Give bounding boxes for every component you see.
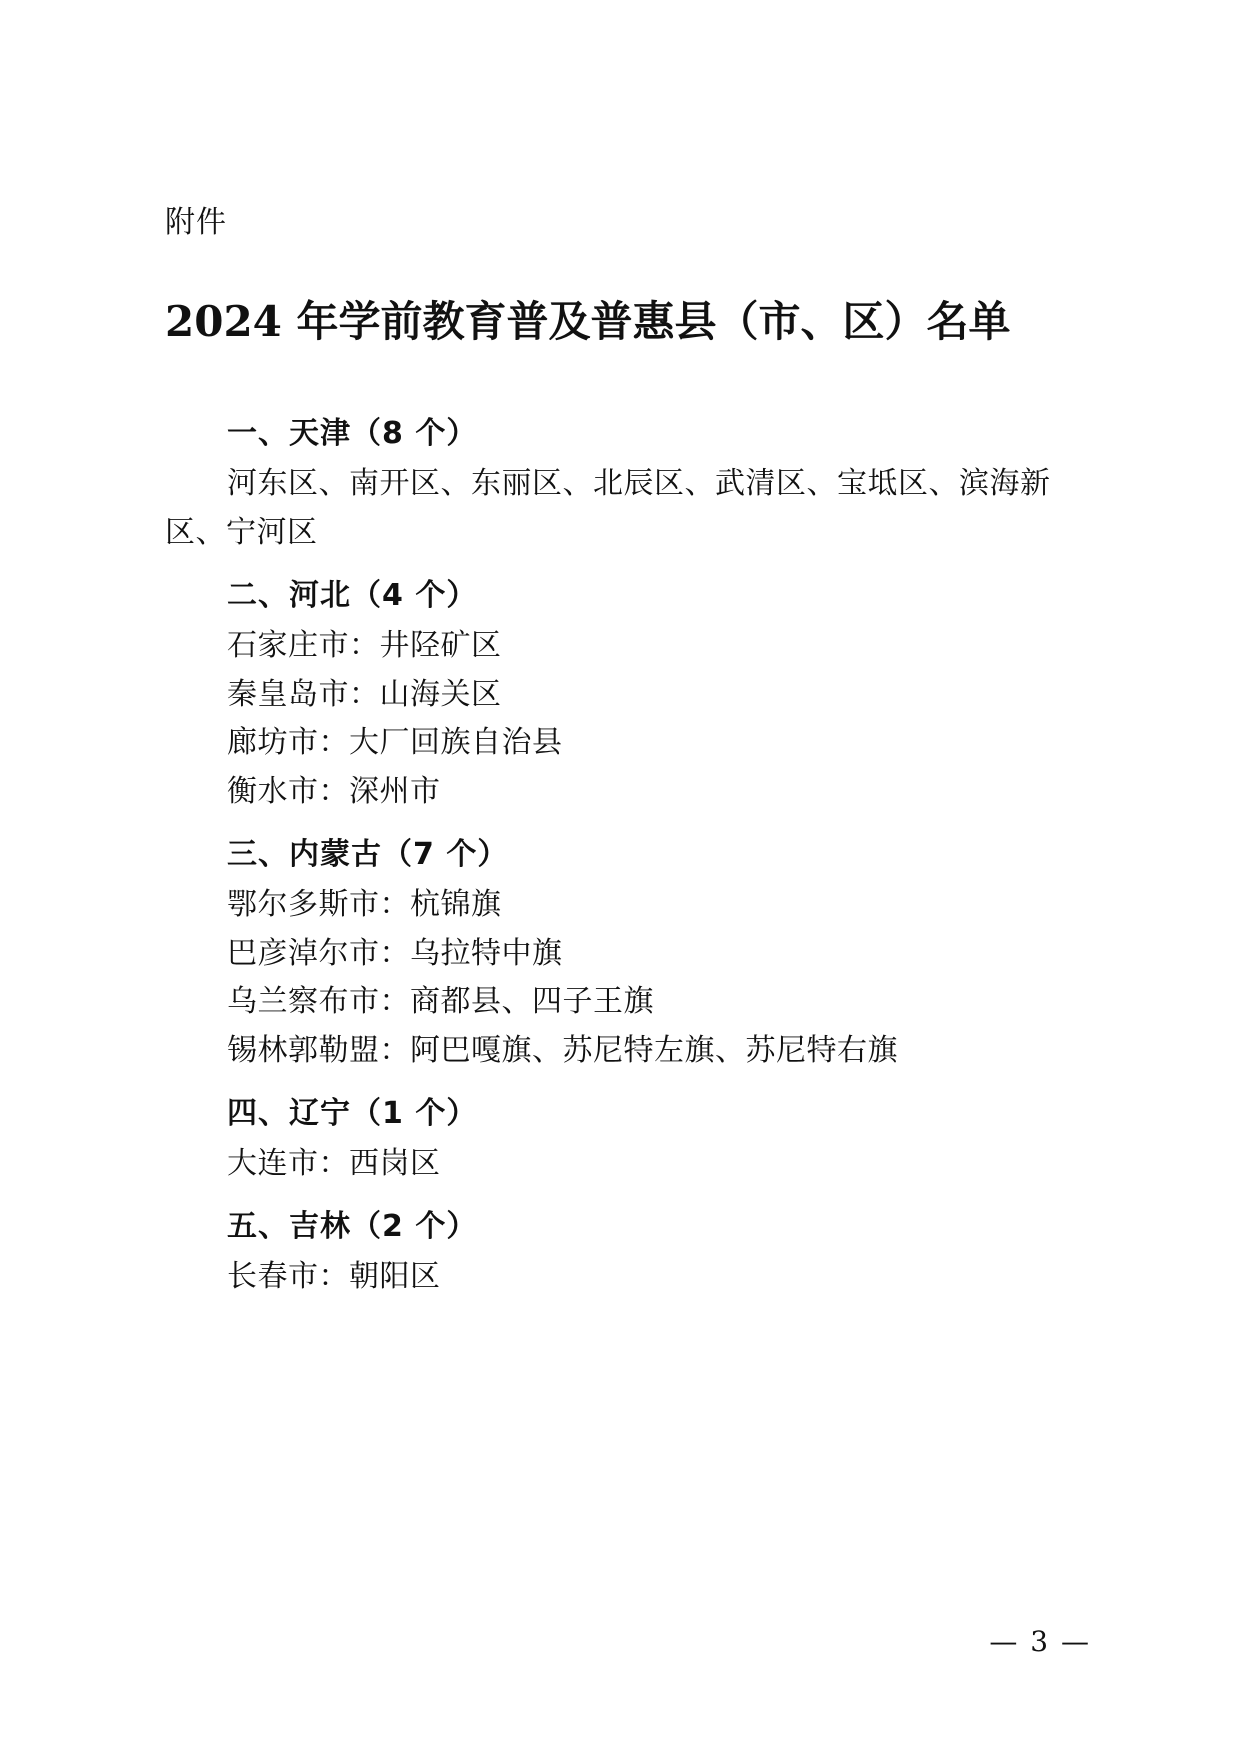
section-heading: 四、辽宁（1 个） xyxy=(227,1095,478,1131)
section-paragraph: 河东区、南开区、东丽区、北辰区、武清区、宝坻区、滨海新区、宁河区 xyxy=(165,466,1051,550)
list-item: 乌兰察布市：商都县、四子王旗 xyxy=(227,984,654,1020)
list-item: 大连市：西岗区 xyxy=(227,1146,441,1182)
list-item: 鄂尔多斯市：杭锦旗 xyxy=(227,887,502,923)
page-number: — 3 — xyxy=(989,1625,1091,1658)
section-heading: 二、河北（4 个） xyxy=(227,577,478,613)
section-hebei xyxy=(165,572,1091,817)
section-heading: 一、天津（8 个） xyxy=(227,415,478,451)
section-tianjin xyxy=(165,410,1091,558)
section-inner-mongolia xyxy=(165,831,1091,1076)
list-item: 巴彦淖尔市：乌拉特中旗 xyxy=(227,935,563,971)
section-heading: 三、内蒙古（7 个） xyxy=(227,836,509,872)
attachment-label: 附件 xyxy=(165,205,227,240)
page-title: 2024 年学前教育普及普惠县（市、区）名单 xyxy=(165,297,1011,346)
section-heading: 五、吉林（2 个） xyxy=(227,1208,478,1244)
section-liaoning xyxy=(165,1090,1091,1189)
list-item: 长春市：朝阳区 xyxy=(227,1259,441,1295)
list-item: 锡林郭勒盟：阿巴嘎旗、苏尼特左旗、苏尼特右旗 xyxy=(227,1032,898,1068)
list-item: 廊坊市：大厂回族自治县 xyxy=(227,725,563,761)
list-item: 衡水市：深州市 xyxy=(227,773,441,809)
list-item: 秦皇岛市：山海关区 xyxy=(227,676,502,712)
section-jilin xyxy=(165,1203,1091,1302)
list-item: 石家庄市：井陉矿区 xyxy=(227,628,502,664)
